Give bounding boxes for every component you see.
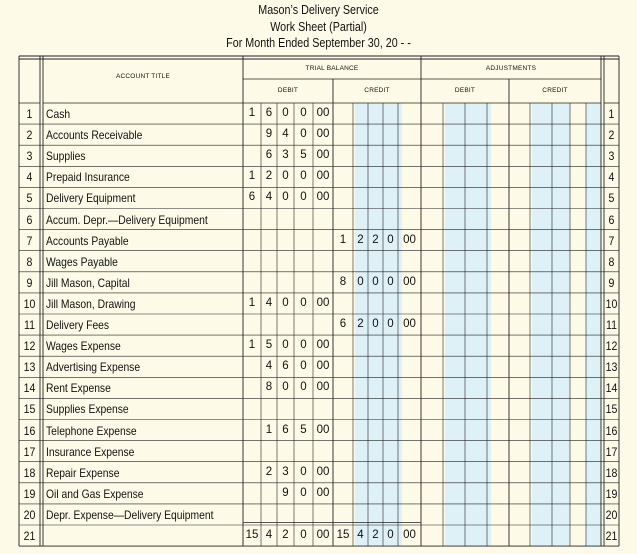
tb-debit-digit: 0 bbox=[282, 339, 289, 352]
tb-debit-digit: 00 bbox=[316, 149, 330, 162]
account-title: Jill Mason, Capital bbox=[46, 275, 130, 290]
account-title: Delivery Equipment bbox=[46, 191, 136, 206]
tb-credit-digit: 1 bbox=[339, 233, 347, 246]
tb-debit-digit: 6 bbox=[282, 360, 289, 373]
shade-adj-credit-cents bbox=[586, 103, 601, 546]
tb-debit-digit: 4 bbox=[265, 191, 273, 204]
tb-debit-digit: 4 bbox=[265, 529, 273, 541]
tb-debit-digit: 4 bbox=[265, 296, 273, 309]
adj-debit-header: DEBIT bbox=[454, 87, 476, 94]
tb-debit-digit: 5 bbox=[265, 339, 273, 352]
row-number-right: 16 bbox=[605, 423, 618, 438]
tb-debit-digit: 6 bbox=[248, 191, 256, 204]
tb-debit-digit: 00 bbox=[316, 296, 330, 309]
shade-adj-debit bbox=[445, 103, 491, 546]
account-title: Supplies Expense bbox=[46, 402, 129, 417]
row-number-right: 13 bbox=[605, 360, 618, 375]
tb-debit-digit: 2 bbox=[282, 529, 289, 541]
tb-credit-digit: 00 bbox=[403, 275, 416, 288]
tb-debit-digit: 0 bbox=[300, 465, 307, 478]
tb-debit-digit: 00 bbox=[316, 170, 330, 183]
tb-debit-digit: 00 bbox=[316, 486, 330, 499]
tb-debit-digit: 6 bbox=[265, 107, 273, 119]
tb-debit-digit: 6 bbox=[282, 423, 289, 436]
row-number-left: 9 bbox=[26, 275, 33, 290]
account-title: Accounts Receivable bbox=[46, 128, 143, 143]
row-number-right: 9 bbox=[608, 275, 615, 290]
account-title: Accum. Depr.—Delivery Equipment bbox=[46, 212, 208, 227]
account-title: Cash bbox=[46, 107, 71, 121]
row-number-right: 12 bbox=[605, 339, 618, 354]
row-number-right: 21 bbox=[605, 529, 618, 543]
tb-debit-digit: 9 bbox=[282, 486, 289, 499]
tb-credit-digit: 2 bbox=[357, 318, 364, 330]
tb-credit-digit: 0 bbox=[387, 318, 394, 330]
account-title-header: ACCOUNT TITLE bbox=[115, 73, 170, 80]
shade-adj-credit bbox=[532, 103, 570, 546]
row-number-right: 5 bbox=[608, 191, 615, 206]
tb-debit-digit: 00 bbox=[316, 529, 330, 541]
trial-balance-header: TRIAL BALANCE bbox=[305, 65, 359, 72]
tb-debit-digit: 0 bbox=[300, 360, 307, 373]
row-number-right: 1 bbox=[608, 107, 615, 121]
row-number-left: 5 bbox=[26, 191, 33, 206]
row-number-right: 14 bbox=[605, 381, 618, 396]
tb-debit-digit: 1 bbox=[265, 423, 273, 436]
tb-debit-digit: 0 bbox=[300, 128, 307, 141]
tb-debit-digit: 5 bbox=[300, 423, 307, 436]
tb-debit-digit: 3 bbox=[282, 149, 289, 162]
row-number-left: 20 bbox=[23, 507, 36, 522]
tb-debit-digit: 0 bbox=[282, 170, 289, 183]
tb-debit-digit: 1 bbox=[248, 339, 256, 352]
tb-debit-digit: 15 bbox=[245, 529, 259, 541]
tb-debit-digit: 6 bbox=[265, 149, 273, 162]
row-number-right: 3 bbox=[608, 149, 615, 164]
tb-debit-digit: 0 bbox=[282, 107, 289, 119]
tb-debit-digit: 2 bbox=[265, 170, 273, 183]
tb-credit-digit: 15 bbox=[336, 529, 350, 541]
account-title: Depr. Expense—Delivery Equipment bbox=[46, 507, 214, 522]
tb-debit-digit: 1 bbox=[248, 107, 256, 119]
row-number-right: 2 bbox=[608, 128, 615, 143]
tb-credit-digit: 8 bbox=[339, 275, 347, 288]
tb-credit-digit: 0 bbox=[387, 529, 394, 541]
tb-credit-digit: 00 bbox=[403, 529, 416, 541]
tb-debit-digit: 0 bbox=[300, 107, 307, 119]
tb-credit-digit: 4 bbox=[357, 529, 364, 541]
tb-debit-digit: 0 bbox=[300, 296, 307, 309]
tb-debit-digit: 00 bbox=[316, 128, 330, 141]
tb-debit-digit: 00 bbox=[316, 191, 330, 204]
row-number-left: 11 bbox=[24, 318, 35, 332]
row-number-right: 10 bbox=[605, 296, 618, 311]
row-number-left: 14 bbox=[23, 381, 36, 396]
row-number-right: 7 bbox=[608, 233, 615, 248]
account-title: Prepaid Insurance bbox=[46, 170, 130, 185]
report-period: For Month Ended September 30, 20 - - bbox=[226, 36, 411, 50]
tb-credit-digit: 2 bbox=[372, 233, 379, 246]
account-title: Supplies bbox=[46, 149, 86, 164]
tb-credit-digit: 6 bbox=[339, 318, 347, 330]
adj-credit-header: CREDIT bbox=[542, 87, 568, 94]
tb-debit-digit: 2 bbox=[265, 465, 273, 478]
account-title: Insurance Expense bbox=[46, 444, 135, 459]
row-number-left: 6 bbox=[26, 212, 33, 227]
tb-debit-digit: 5 bbox=[300, 149, 307, 162]
tb-credit-digit: 00 bbox=[403, 233, 416, 246]
tb-credit-digit: 0 bbox=[372, 275, 379, 288]
row-number-left: 16 bbox=[23, 423, 36, 438]
account-title: Telephone Expense bbox=[46, 423, 137, 438]
account-title: Accounts Payable bbox=[46, 233, 129, 248]
row-number-left: 2 bbox=[26, 128, 33, 143]
company-name: Mason’s Delivery Service bbox=[258, 3, 379, 17]
row-number-left: 15 bbox=[23, 402, 36, 417]
row-number-left: 3 bbox=[26, 149, 33, 164]
tb-debit-digit: 1 bbox=[248, 170, 256, 183]
row-number-left: 4 bbox=[26, 170, 33, 185]
account-title: Wages Payable bbox=[46, 254, 118, 269]
account-title: Oil and Gas Expense bbox=[46, 486, 144, 501]
tb-credit-digit: 2 bbox=[372, 529, 379, 541]
tb-debit-digit: 00 bbox=[316, 339, 330, 352]
tb-debit-digit: 0 bbox=[282, 296, 289, 309]
tb-debit-digit: 0 bbox=[300, 170, 307, 183]
tb-debit-digit: 4 bbox=[265, 360, 273, 373]
tb-debit-digit: 4 bbox=[282, 128, 289, 141]
tb-debit-header: DEBIT bbox=[277, 87, 299, 94]
account-title: Jill Mason, Drawing bbox=[46, 296, 136, 311]
tb-debit-digit: 0 bbox=[300, 381, 307, 394]
report-name: Work Sheet (Partial) bbox=[270, 19, 367, 34]
row-number-right: 17 bbox=[605, 444, 618, 459]
tb-credit-digit: 0 bbox=[372, 318, 379, 330]
row-number-right: 11 bbox=[606, 318, 617, 332]
row-number-left: 8 bbox=[26, 254, 33, 269]
row-number-right: 15 bbox=[605, 402, 618, 417]
row-number-left: 17 bbox=[23, 444, 36, 459]
row-number-right: 4 bbox=[608, 170, 615, 185]
account-title: Advertising Expense bbox=[46, 360, 141, 375]
tb-debit-digit: 00 bbox=[316, 465, 330, 478]
adjustments-header: ADJUSTMENTS bbox=[485, 65, 537, 72]
tb-debit-digit: 00 bbox=[316, 360, 330, 373]
tb-debit-digit: 0 bbox=[282, 381, 289, 394]
tb-debit-digit: 0 bbox=[300, 486, 307, 499]
account-title: Rent Expense bbox=[46, 381, 111, 396]
tb-credit-digit: 0 bbox=[387, 233, 394, 246]
account-title: Wages Expense bbox=[46, 339, 121, 354]
row-number-right: 8 bbox=[608, 254, 615, 269]
row-number-left: 18 bbox=[23, 465, 36, 480]
tb-debit-digit: 0 bbox=[282, 191, 289, 204]
row-number-left: 10 bbox=[23, 296, 36, 311]
tb-credit-header: CREDIT bbox=[364, 87, 390, 94]
row-number-left: 1 bbox=[26, 107, 33, 121]
tb-debit-digit: 3 bbox=[282, 465, 289, 478]
row-number-left: 19 bbox=[23, 486, 36, 501]
row-number-left: 21 bbox=[23, 529, 36, 543]
account-title: Repair Expense bbox=[46, 465, 120, 480]
row-number-right: 6 bbox=[608, 212, 615, 227]
row-number-left: 7 bbox=[26, 233, 33, 248]
tb-debit-digit: 00 bbox=[316, 381, 330, 394]
tb-debit-digit: 1 bbox=[248, 296, 256, 309]
row-number-right: 19 bbox=[605, 486, 618, 501]
tb-debit-digit: 00 bbox=[316, 107, 330, 119]
tb-credit-digit: 00 bbox=[403, 318, 416, 330]
row-number-left: 12 bbox=[23, 339, 36, 354]
tb-debit-digit: 0 bbox=[300, 529, 307, 541]
tb-credit-digit: 0 bbox=[357, 275, 364, 288]
tb-debit-digit: 8 bbox=[265, 381, 273, 394]
row-number-right: 18 bbox=[605, 465, 618, 480]
tb-debit-digit: 00 bbox=[316, 423, 330, 436]
tb-debit-digit: 0 bbox=[300, 191, 307, 204]
tb-credit-digit: 0 bbox=[387, 275, 394, 288]
row-number-right: 20 bbox=[605, 507, 618, 522]
tb-credit-digit: 2 bbox=[357, 233, 364, 246]
tb-debit-digit: 0 bbox=[300, 339, 307, 352]
row-number-left: 13 bbox=[23, 360, 36, 375]
account-title: Delivery Fees bbox=[46, 318, 110, 332]
tb-debit-digit: 9 bbox=[265, 128, 273, 141]
